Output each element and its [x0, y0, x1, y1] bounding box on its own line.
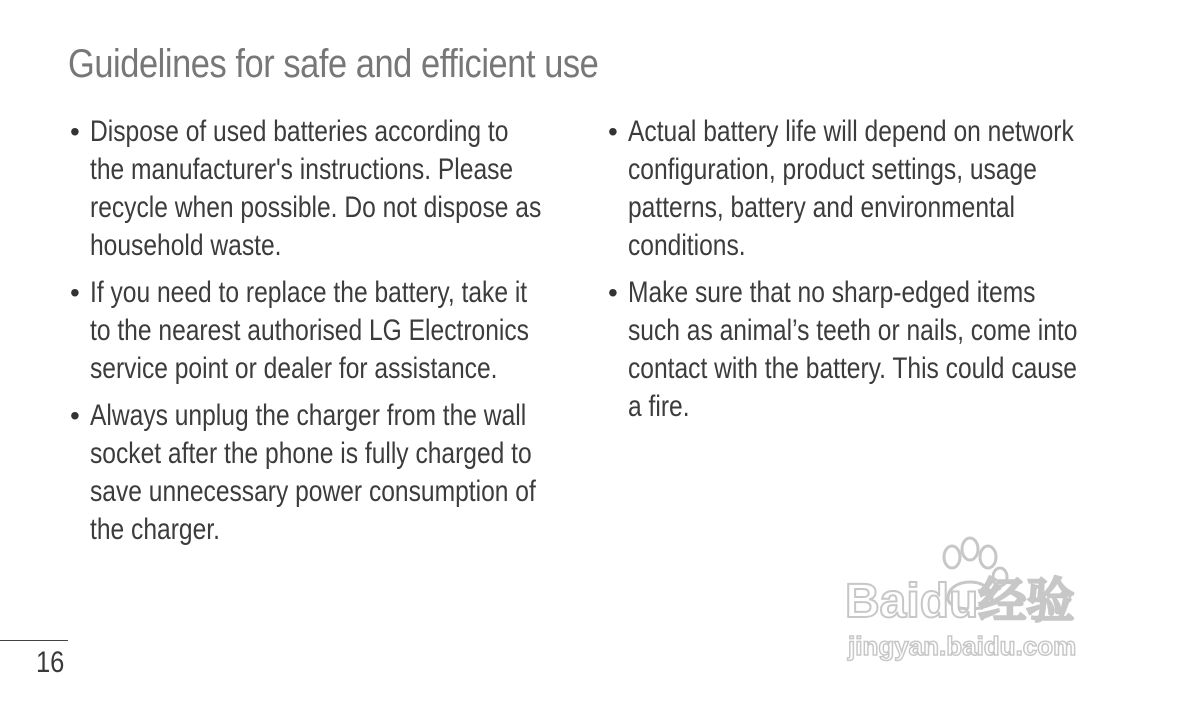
- bullet-icon: •: [608, 277, 618, 308]
- list-item-text: Dispose of used batteries according to the manufacturer's instructions. Please recycle when possible. Do not dispose as household waste.: [90, 115, 542, 262]
- list-item: [68, 274, 568, 388]
- list-item: [606, 113, 1116, 265]
- list-item-text: Actual battery life will depend on network configuration, product settings, usage patterns, battery and environmental conditions.: [628, 115, 1074, 262]
- bullet-icon: •: [608, 116, 618, 147]
- list-item-text: Always unplug the charger from the wall socket after the phone is fully charged to save unnecessary power consumption of the charger.: [90, 399, 536, 546]
- baidu-watermark-logo: [840, 535, 1130, 670]
- list-item-text: Make sure that no sharp-edged items such as animal’s teeth or nails, come into contact with the battery. This could cause a fire.: [628, 276, 1078, 423]
- bullet-icon: •: [70, 400, 80, 431]
- bullet-icon: •: [70, 277, 80, 308]
- footer-divider: [0, 640, 68, 641]
- page-number: 16: [36, 646, 65, 679]
- list-item: [606, 274, 1116, 426]
- left-column: [68, 113, 568, 558]
- page-title: Guidelines for safe and efficient use: [68, 42, 599, 86]
- list-item: [68, 113, 568, 265]
- list-item-text: If you need to replace the battery, take it to the nearest authorised LG Electronics service point or dealer for assistance.: [90, 276, 529, 385]
- bullet-icon: •: [70, 116, 80, 147]
- svg-text:Baidu经验: Baidu经验: [845, 575, 1075, 628]
- right-column: [606, 113, 1116, 435]
- svg-text:jingyan.baidu.com: jingyan.baidu.com: [848, 631, 1077, 661]
- list-item: [68, 397, 568, 549]
- paw-icon: [840, 535, 1130, 670]
